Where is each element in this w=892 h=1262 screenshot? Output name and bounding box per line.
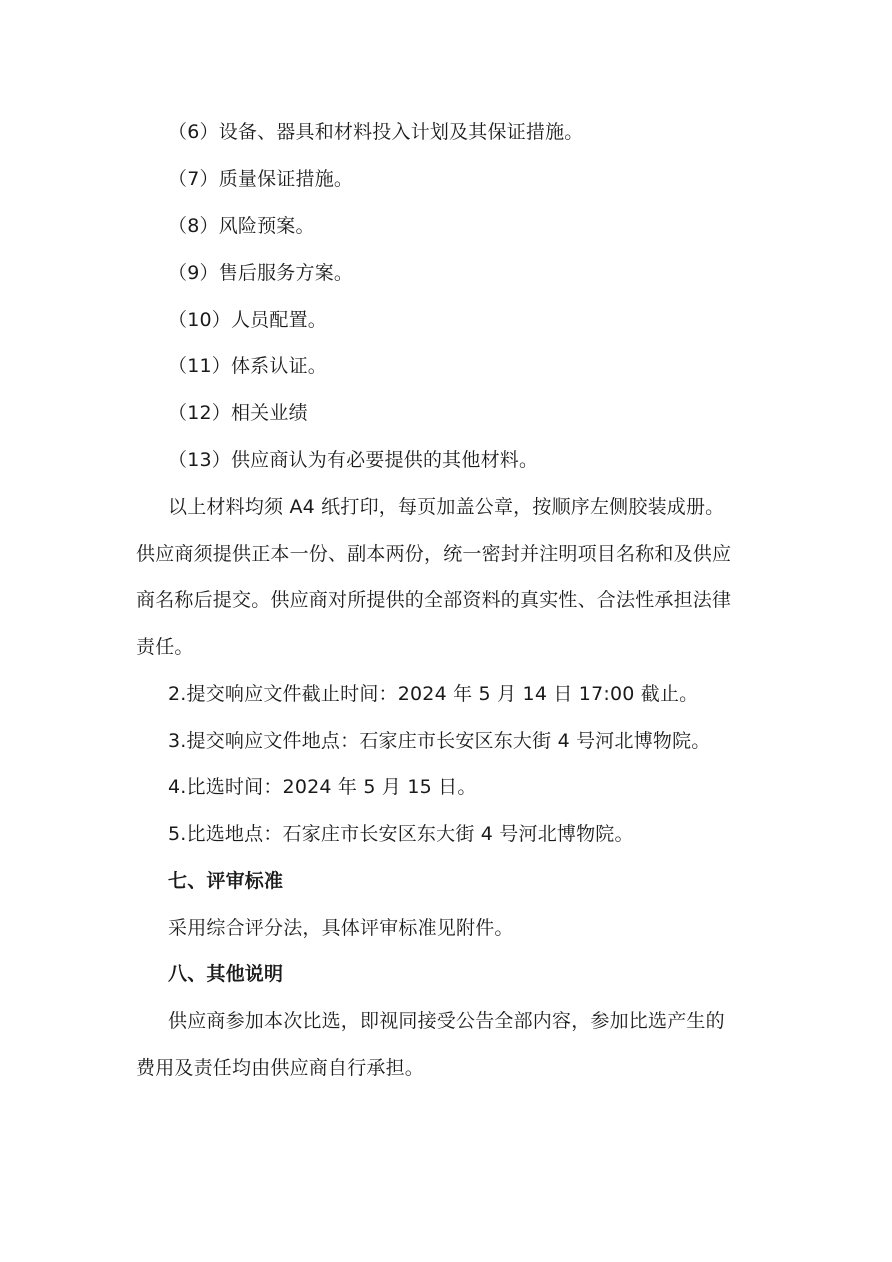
submission-location-item: 3.提交响应文件地点：石家庄市长安区东大街 4 号河北博物院。: [168, 730, 711, 752]
evaluation-body: 采用综合评分法，具体评审标准见附件。: [168, 917, 514, 939]
section-heading-other: 八、其他说明: [168, 963, 284, 985]
list-item: （11）体系认证。: [168, 355, 327, 377]
materials-paragraph-line: 供应商须提供正本一份、副本两份，统一密封并注明项目名称和及供应: [136, 543, 732, 565]
other-body-line: 费用及责任均由供应商自行承担。: [136, 1057, 425, 1079]
materials-paragraph-line: 责任。: [136, 636, 194, 658]
other-body-line: 供应商参加本次比选，即视同接受公告全部内容，参加比选产生的: [168, 1010, 725, 1032]
list-item: （13）供应商认为有必要提供的其他材料。: [168, 449, 539, 471]
section-heading-evaluation: 七、评审标准: [168, 870, 284, 892]
materials-paragraph-line: 商名称后提交。供应商对所提供的全部资料的真实性、合法性承担法律: [136, 589, 732, 611]
list-item: （9）售后服务方案。: [168, 262, 354, 284]
list-item: （6）设备、器具和材料投入计划及其保证措施。: [168, 121, 584, 143]
list-item: （7）质量保证措施。: [168, 168, 354, 190]
selection-time-item: 4.比选时间：2024 年 5 月 15 日。: [168, 776, 477, 798]
selection-location-item: 5.比选地点：石家庄市长安区东大街 4 号河北博物院。: [168, 823, 634, 845]
list-item: （8）风险预案。: [168, 215, 315, 237]
list-item: （12）相关业绩: [168, 402, 308, 424]
materials-paragraph-line: 以上材料均须 A4 纸打印，每页加盖公章，按顺序左侧胶装成册。: [168, 496, 725, 518]
list-item: （10）人员配置。: [168, 309, 327, 331]
deadline-item: 2.提交响应文件截止时间：2024 年 5 月 14 日 17:00 截止。: [168, 683, 699, 705]
